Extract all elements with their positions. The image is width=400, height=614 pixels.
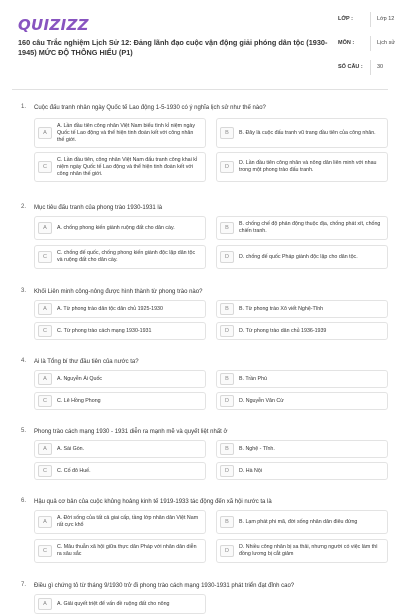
meta-subject-row bbox=[338, 36, 398, 60]
option-text: B. chống chế độ phản động thuộc địa, chống phát xít, chống chiến tranh. bbox=[239, 221, 381, 234]
option-letter: B bbox=[220, 443, 234, 455]
option-text: A. Đời sống của tất cả giai cấp, tầng lớp nhân dân Việt Nam rất cực khổ bbox=[57, 515, 199, 528]
option-letter: B bbox=[220, 222, 234, 234]
option-text: C. Lê Hồng Phong bbox=[57, 397, 101, 404]
option-a[interactable] bbox=[34, 216, 206, 240]
option-letter: D bbox=[220, 325, 234, 337]
option-letter: D bbox=[220, 251, 234, 263]
question-text: Điều gì chứng tỏ từ tháng 9/1930 trở đi phong trào cách mạng 1930-1931 phát triển đạt đỉnh cao? bbox=[34, 583, 295, 589]
meta-count-row bbox=[338, 60, 398, 78]
question-number: 6. bbox=[20, 498, 26, 504]
meta-grade-value: Lớp 12 bbox=[370, 12, 398, 27]
option-b[interactable] bbox=[216, 510, 388, 534]
option-letter: D bbox=[220, 545, 234, 557]
option-d[interactable] bbox=[216, 245, 388, 269]
option-letter: A bbox=[38, 443, 52, 455]
question-text: Mục tiêu đấu tranh của phong trào 1930-1931 là bbox=[34, 205, 163, 211]
option-b[interactable] bbox=[216, 216, 388, 240]
worksheet-meta bbox=[338, 12, 398, 78]
question-number: 5. bbox=[20, 428, 26, 434]
question-item bbox=[12, 428, 388, 488]
option-b[interactable] bbox=[216, 440, 388, 458]
option-letter: B bbox=[220, 516, 234, 528]
option-a[interactable] bbox=[34, 300, 206, 318]
option-c[interactable] bbox=[34, 322, 206, 340]
option-d[interactable] bbox=[216, 462, 388, 480]
option-letter: A bbox=[38, 222, 52, 234]
option-letter: C bbox=[38, 161, 52, 173]
option-text: A. Sài Gòn. bbox=[57, 445, 85, 452]
option-text: A. chống phong kiến giành ruộng đất cho dân cày. bbox=[57, 224, 175, 231]
option-text: D. Hà Nội bbox=[239, 467, 262, 474]
option-d[interactable] bbox=[216, 322, 388, 340]
question-number: 1. bbox=[20, 104, 26, 110]
option-letter: B bbox=[220, 303, 234, 315]
option-text: A. Từ phong trào dân tộc dân chủ 1925-1930 bbox=[57, 305, 163, 312]
option-letter: B bbox=[220, 127, 234, 139]
option-c[interactable] bbox=[34, 152, 206, 182]
option-letter: C bbox=[38, 395, 52, 407]
option-letter: C bbox=[38, 251, 52, 263]
option-text: B. Từ phong trào Xô viết Nghệ-Tĩnh bbox=[239, 305, 324, 312]
option-a[interactable] bbox=[34, 118, 206, 148]
option-d[interactable] bbox=[216, 152, 388, 182]
question-item bbox=[12, 204, 388, 274]
option-text: B. Đây là cuộc đấu tranh vũ trang đầu tiên của công nhân. bbox=[239, 129, 376, 136]
question-text: Phong trào cách mạng 1930 - 1931 diễn ra mạnh mẽ và quyết liệt nhất ở bbox=[34, 429, 228, 435]
option-letter: A bbox=[38, 373, 52, 385]
option-text: D. Lần đầu tiên công nhân và nông dân liên minh với nhau trong một phong trào đấu tranh. bbox=[239, 160, 377, 173]
meta-subject-label: MÔN : bbox=[338, 40, 355, 46]
option-d[interactable] bbox=[216, 392, 388, 410]
option-text: D. Nguyễn Văn Cừ bbox=[239, 397, 284, 404]
option-text: A. Lần đầu tiên công nhân Việt Nam biểu tình kỉ niệm ngày Quốc tế Lao động và thể hiện tinh đoàn kết với công nhân thế giới. bbox=[57, 122, 196, 143]
option-text: C. Từ phong trào cách mạng 1930-1931 bbox=[57, 327, 152, 334]
option-text: C. Mâu thuẫn xã hội giữa thực dân Pháp với nhân dân diễn ra sâu sắc bbox=[57, 544, 197, 557]
meta-grade-label: LỚP : bbox=[338, 16, 353, 22]
option-letter: D bbox=[220, 465, 234, 477]
option-letter: A bbox=[38, 598, 52, 610]
question-item bbox=[12, 358, 388, 418]
option-text: B. Lạm phát phi mã, đời sống nhân dân điêu đứng bbox=[239, 518, 358, 525]
question-item bbox=[12, 498, 388, 574]
option-text: B. Trần Phú bbox=[239, 375, 267, 382]
option-c[interactable] bbox=[34, 539, 206, 563]
option-letter: A bbox=[38, 303, 52, 315]
option-letter: A bbox=[38, 516, 52, 528]
question-text: Hậu quả cơ bản của cuộc khủng hoảng kinh tế 1919-1933 tác động đến xã hội nước ta là bbox=[34, 499, 272, 505]
option-b[interactable] bbox=[216, 300, 388, 318]
option-b[interactable] bbox=[216, 118, 388, 148]
option-a[interactable] bbox=[34, 510, 206, 534]
question-text: Khối Liên minh công-nông được hình thành từ phong trào nào? bbox=[34, 289, 203, 295]
option-text: D. Từ phong trào dân chủ 1936-1939 bbox=[239, 327, 327, 334]
question-text: Cuộc đấu tranh nhân ngày Quốc tế Lao động 1-5-1930 có ý nghĩa lịch sử như thế nào? bbox=[34, 105, 266, 111]
option-a[interactable] bbox=[34, 440, 206, 458]
option-c[interactable] bbox=[34, 462, 206, 480]
option-c[interactable] bbox=[34, 245, 206, 269]
question-item bbox=[12, 582, 388, 612]
option-text: D. Nhiều công nhân bị sa thải, nhưng người có việc làm thì đồng lương bị cắt giảm bbox=[239, 544, 378, 557]
meta-count-label: SỐ CÂU : bbox=[338, 64, 363, 70]
option-text: A. Nguyễn Ái Quốc bbox=[57, 375, 103, 382]
option-letter: A bbox=[38, 127, 52, 139]
question-item bbox=[12, 288, 388, 348]
option-text: B. Nghệ - Tĩnh. bbox=[239, 445, 275, 452]
option-letter: B bbox=[220, 373, 234, 385]
option-text: C. chống đế quốc, chống phong kiến giành độc lập dân tộc và ruộng đất cho dân cày. bbox=[57, 250, 196, 263]
option-letter: C bbox=[38, 325, 52, 337]
option-letter: C bbox=[38, 545, 52, 557]
meta-subject-value: Lịch sử bbox=[370, 36, 398, 51]
question-number: 3. bbox=[20, 288, 26, 294]
option-c[interactable] bbox=[34, 392, 206, 410]
option-letter: D bbox=[220, 395, 234, 407]
worksheet-title: 160 câu Trắc nghiệm Lịch Sử 12: Đảng lãnh đạo cuộc vận động giải phóng dân tộc (1930-1945) MỨC ĐỘ THÔNG HIỂU (P1) bbox=[18, 38, 328, 57]
question-text: Ai là Tổng bí thư đầu tiên của nước ta? bbox=[34, 359, 139, 365]
option-letter: D bbox=[220, 161, 234, 173]
worksheet-header bbox=[12, 10, 396, 90]
option-a[interactable] bbox=[34, 370, 206, 388]
option-text: D. chống đế quốc Pháp giành độc lập cho dân tộc. bbox=[239, 253, 358, 260]
question-number: 7. bbox=[20, 582, 26, 588]
option-text: A. Giải quyết triệt để vấn đề ruộng đất cho nông bbox=[57, 600, 170, 607]
question-number: 2. bbox=[20, 204, 26, 210]
question-item bbox=[12, 104, 388, 184]
question-number: 4. bbox=[20, 358, 26, 364]
meta-grade-row bbox=[338, 12, 398, 36]
option-text: C. Cố đô Huế. bbox=[57, 467, 91, 474]
meta-count-value: 30 bbox=[370, 60, 398, 75]
quizizz-logo[interactable]: QUIZIZZ bbox=[18, 16, 89, 34]
option-d[interactable] bbox=[216, 539, 388, 563]
option-text: C. Lần đầu tiên, công nhân Việt Nam đấu tranh công khai kỉ niệm ngày Quốc tế Lao động và thể hiện tinh đoàn kết với công nhân thế giới. bbox=[57, 156, 198, 177]
option-a[interactable] bbox=[34, 594, 206, 614]
option-letter: C bbox=[38, 465, 52, 477]
option-b[interactable] bbox=[216, 370, 388, 388]
